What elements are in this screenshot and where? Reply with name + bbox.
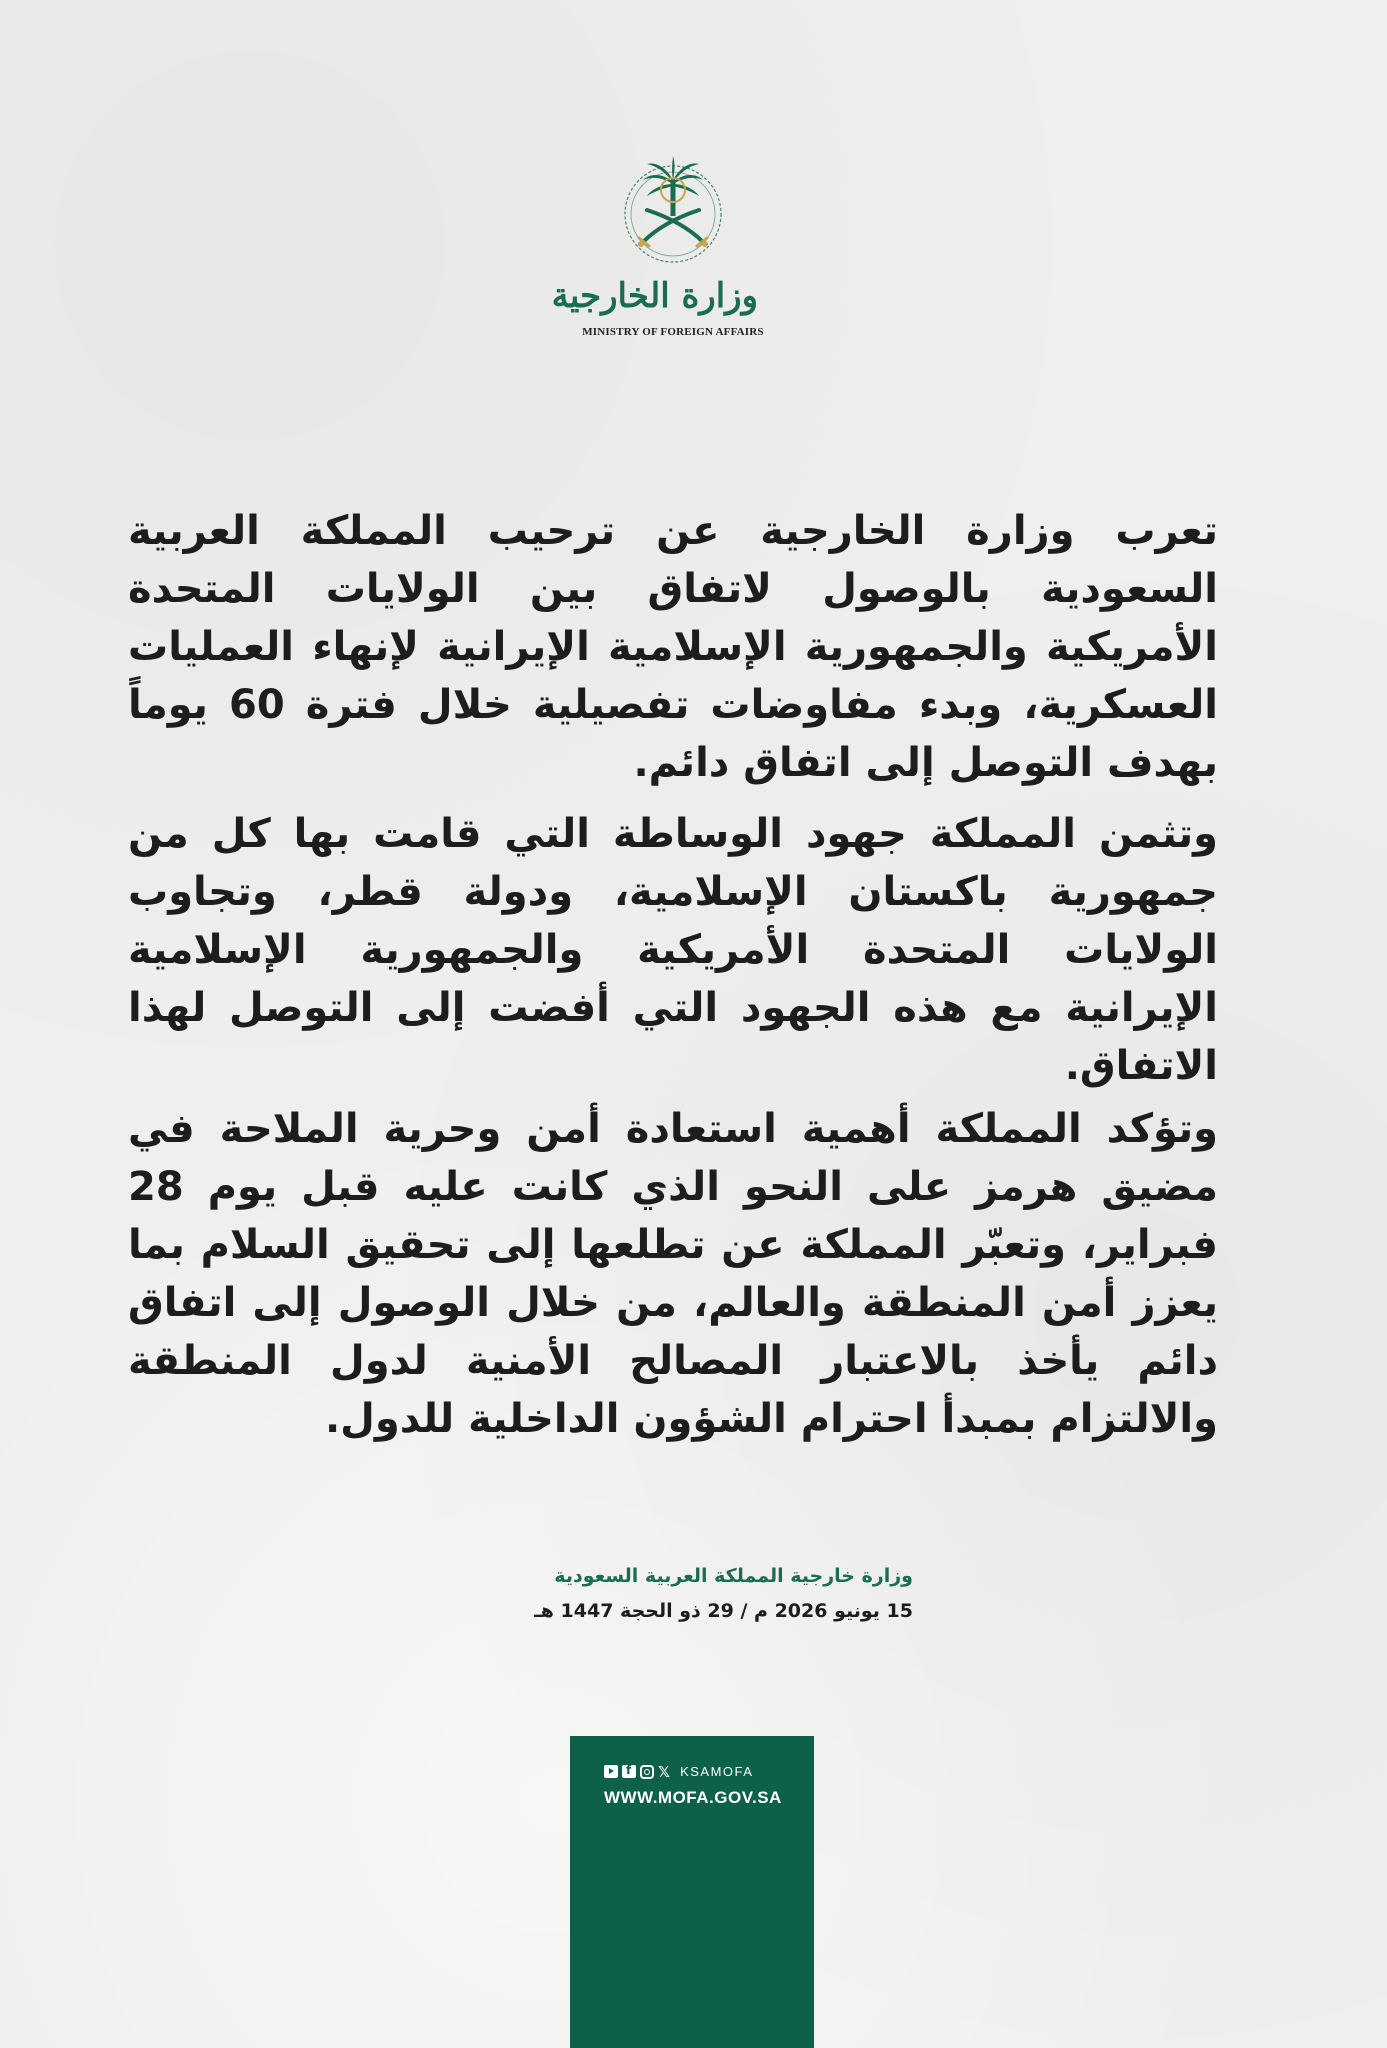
website-link[interactable]: WWW.MOFA.GOV.SA xyxy=(604,1788,782,1807)
social-handle[interactable]: KSAMOFA xyxy=(680,1764,754,1779)
instagram-icon[interactable] xyxy=(640,1765,654,1779)
ministry-name-arabic: وزارة الخارجية xyxy=(551,276,758,316)
statement-paragraph-2: وتثمن المملكة جهود الوساطة التي قامت بها كل من جمهورية باكستان الإسلامية، ودولة قطر، وتجاوب الولايات المتحدة الأمريكية والجمهورية الإسلامية الإيرانية مع هذه الجهود التي أفضت إلى التوصل لهذا الاتفاق. xyxy=(128,811,1218,1089)
signature-date: 15 يونيو 2026 م / 29 ذو الحجة 1447 هـ xyxy=(534,1600,913,1622)
x-icon[interactable]: 𝕏 xyxy=(658,1762,671,1781)
palm-and-swords-emblem-icon xyxy=(613,150,733,270)
footer-contact-box xyxy=(570,1736,814,2048)
statement-paragraph-1: تعرب وزارة الخارجية عن ترحيب المملكة العربية السعودية بالوصول لاتفاق بين الولايات المتحدة الأمريكية والجمهورية الإسلامية الإيرانية لإنهاء العمليات العسكرية، وبدء مفاوضات تفصيلية خلال فترة 60 يوماً بهدف التوصل إلى اتفاق دائم. xyxy=(128,508,1218,786)
ministry-logo xyxy=(551,150,764,350)
signature-organization: وزارة خارجية المملكة العربية السعودية xyxy=(554,1565,913,1587)
statement-paragraph-3: وتؤكد المملكة أهمية استعادة أمن وحرية الملاحة في مضيق هرمز على النحو الذي كانت عليه قبل يوم 28 فبراير، وتعبّر المملكة عن تطلعها إلى تحقيق السلام بما يعزز أمن المنطقة والعالم، من خلال الوصول إلى اتفاق دائم يأخذ بالاعتبار المصالح الأمنية لدول المنطقة والالتزام بمبدأ احترام الشؤون الداخلية للدول. xyxy=(128,1106,1218,1442)
ministry-name-english: MINISTRY OF FOREIGN AFFAIRS xyxy=(582,326,764,338)
facebook-icon[interactable] xyxy=(622,1765,636,1778)
social-media-row xyxy=(604,1764,753,1779)
youtube-icon[interactable] xyxy=(604,1765,618,1778)
